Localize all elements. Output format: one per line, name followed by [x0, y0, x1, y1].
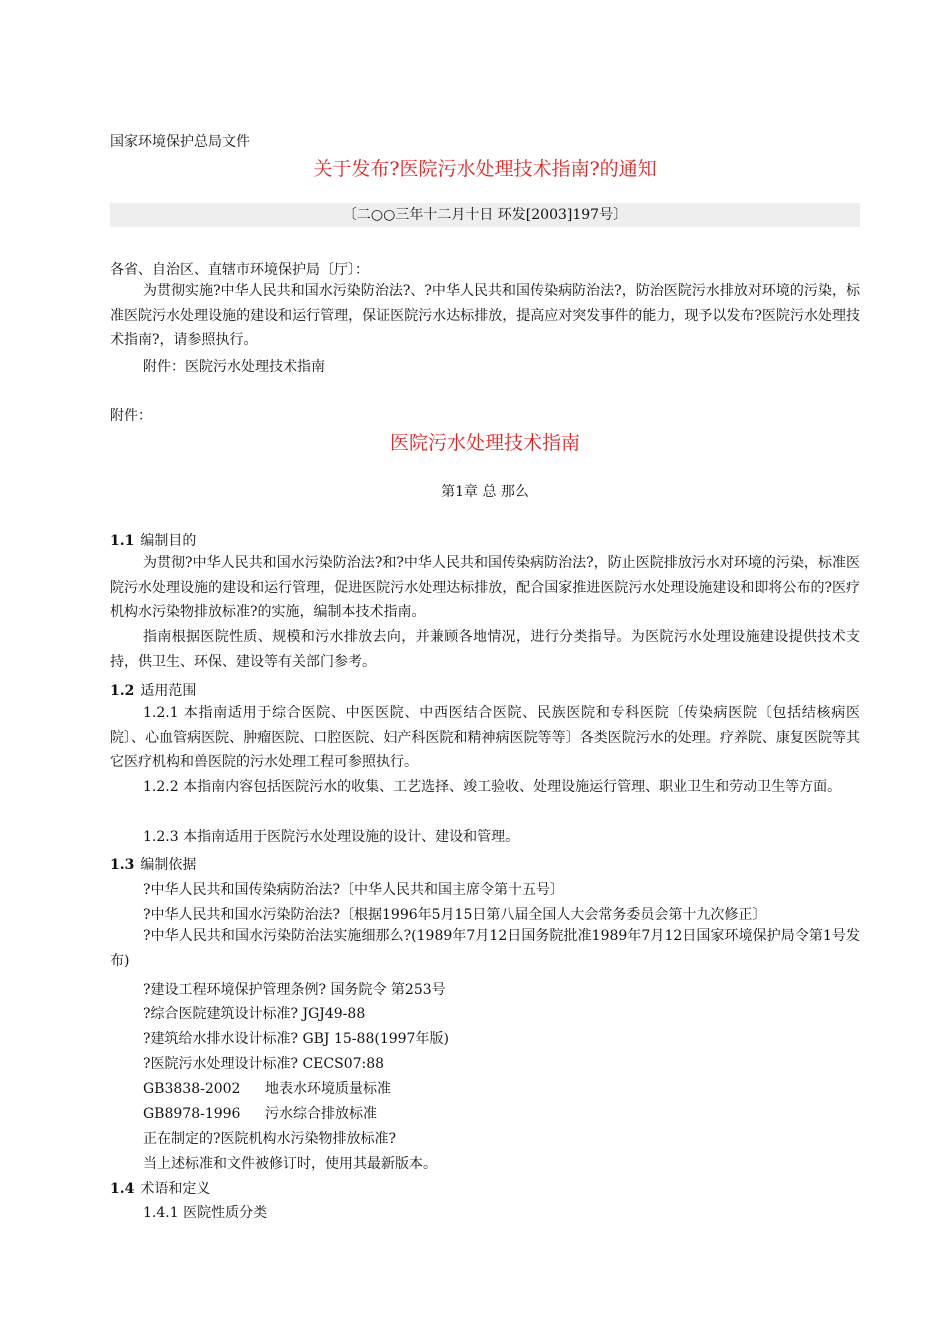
- section-title: 编制依据: [140, 857, 197, 873]
- section-heading-1-4: [110, 1178, 210, 1198]
- section-number: 1.1: [110, 533, 135, 549]
- issuer-line: 国家环境保护总局文件: [110, 134, 250, 150]
- section-number: 1.2: [110, 683, 135, 699]
- reference-item: ?建筑给水排水设计标准? GBJ 15-88(1997年版): [143, 1031, 449, 1047]
- standard-code: GB8978-1996: [143, 1106, 241, 1122]
- section-title: 编制目的: [140, 533, 197, 549]
- section-1-1-paragraph-2: 指南根据医院性质、规模和污水排放去向，并兼顾各地情况，进行分类指导。为医院污水处理设施建设提供技术支持，供卫生、环保、建设等有关部门参考。: [110, 629, 860, 670]
- standard-name: 污水综合排放标准: [265, 1106, 377, 1122]
- attachment-title: 医院污水处理技术指南: [389, 432, 580, 454]
- chapter-heading: 第1章 总 那么: [441, 484, 529, 500]
- section-heading-1-3: [110, 854, 196, 874]
- section-heading-1-2: [110, 680, 196, 700]
- salutation: 各省、自治区、直辖市环境保护局〔厅〕：: [110, 262, 369, 278]
- notice-body: 为贯彻实施?中华人民共和国水污染防治法?、?中华人民共和国传染病防治法?，防治医院污水排放对环境的污染，标准医院污水处理设施的建设和运行管理，保证医院污水达标排放，提高应对突发事件的能力，现予以发布?医院污水处理技术指南?，请参照执行。: [110, 283, 860, 348]
- reference-item: 正在制定的?医院机构水污染物排放标准?: [143, 1131, 397, 1147]
- section-number: 1.3: [110, 857, 135, 873]
- reference-note: 当上述标准和文件被修订时，使用其最新版本。: [143, 1156, 437, 1172]
- section-number: 1.4: [110, 1181, 135, 1197]
- reference-item: ?综合医院建筑设计标准? JGJ49-88: [143, 1006, 366, 1022]
- reference-item: ?中华人民共和国传染病防治法?〔中华人民共和国主席令第十五号〕: [143, 882, 565, 898]
- notice-title: 关于发布?医院污水处理技术指南?的通知: [313, 158, 657, 180]
- reference-item-gb3838: [143, 1078, 391, 1098]
- standard-code: GB3838-2002: [143, 1081, 241, 1097]
- date-line: 〔二○○三年十二月十日 环发[2003]197号〕: [110, 203, 860, 227]
- section-1-2-2: 1.2.2 本指南内容包括医院污水的收集、工艺选择、竣工验收、处理设施运行管理、职业卫生和劳动卫生等方面。: [143, 779, 842, 795]
- section-1-2-1: 1.2.1 本指南适用于综合医院、中医医院、中西医结合医院、民族医院和专科医院〔传染病医院〔包括结核病医院〕、心血管病医院、肿瘤医院、口腔医院、妇产科医院和精神病医院等等〕各类医院污水的处理。疗养院、康复医院等其它医疗机构和兽医院的污水处理工程可参照执行。: [110, 705, 860, 770]
- section-title: 术语和定义: [140, 1181, 211, 1197]
- section-1-4-1: 1.4.1 医院性质分类: [143, 1205, 268, 1221]
- reference-item: ?医院污水处理设计标准? CECS07:88: [143, 1056, 385, 1072]
- section-1-2-3: 1.2.3 本指南适用于医院污水处理设施的设计、建设和管理。: [143, 829, 520, 845]
- section-1-1-paragraph-1: 为贯彻?中华人民共和国水污染防治法?和?中华人民共和国传染病防治法?，防止医院排放污水对环境的污染，标准医院污水处理设施的建设和运行管理，促进医院污水处理达标排放，配合国家推进医院污水处理设施建设和即将公布的?医疗机构水污染物排放标准?的实施，编制本技术指南。: [110, 555, 860, 620]
- reference-item: ?建设工程环境保护管理条例? 国务院令 第253号: [143, 982, 446, 998]
- section-heading-1-1: [110, 530, 196, 550]
- reference-item: ?中华人民共和国水污染防治法?〔根据1996年5月15日第八届全国人大会常务委员会第十九次修正〕: [143, 907, 767, 923]
- attachment-reference: 附件：医院污水处理技术指南: [143, 359, 325, 375]
- standard-name: 地表水环境质量标准: [265, 1081, 391, 1097]
- section-title: 适用范围: [140, 683, 197, 699]
- attachment-label: 附件：: [110, 408, 152, 424]
- reference-item: ?中华人民共和国水污染防治法实施细那么?(1989年7月12日国务院批准1989年7月12日国家环境保护局令第1号发布): [110, 928, 860, 969]
- reference-item-gb8978: [143, 1103, 377, 1123]
